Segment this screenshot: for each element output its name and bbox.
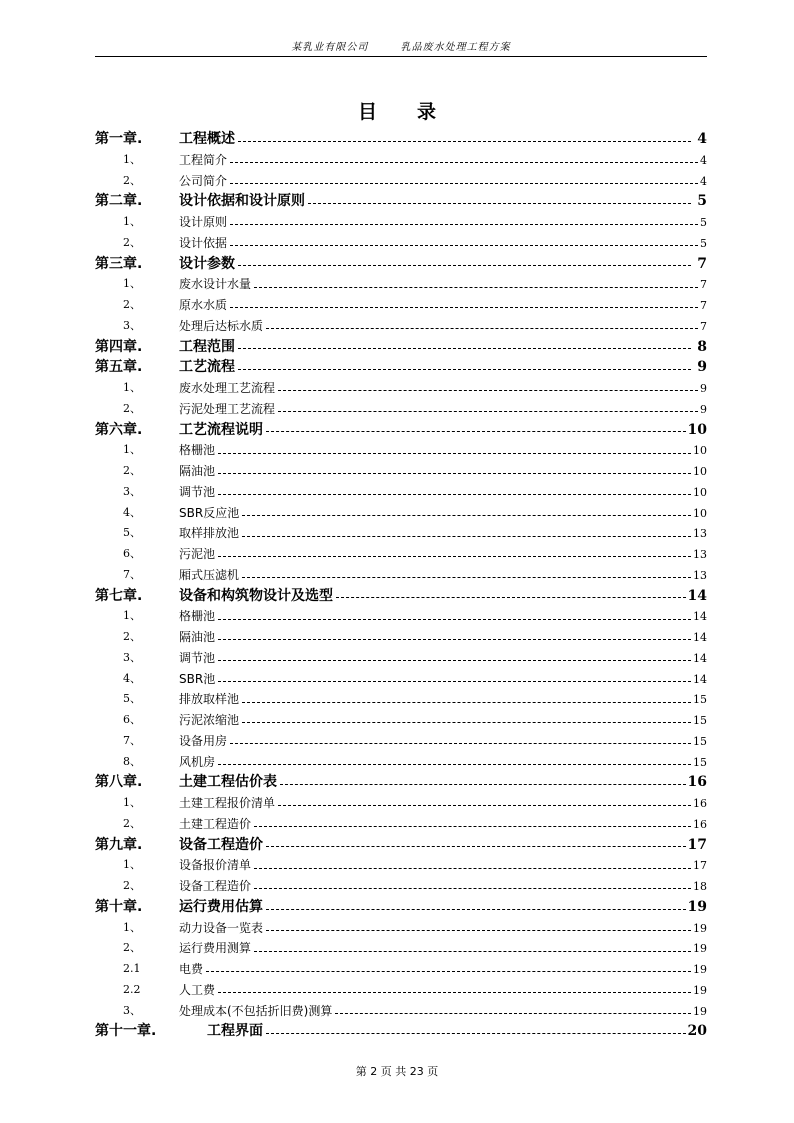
- toc-page-number: 5: [700, 216, 707, 229]
- toc-entry-title: 工程范围: [179, 337, 236, 358]
- toc-entry-number: 3、: [123, 484, 141, 498]
- toc-entry-title: 设备和构筑物设计及选型: [179, 586, 334, 607]
- toc-section-entry[interactable]: [95, 295, 707, 316]
- toc-chapter-entry[interactable]: [95, 337, 707, 358]
- toc-entry-number: 3、: [123, 650, 141, 664]
- toc-dot-leader: [266, 328, 698, 329]
- toc-dot-leader: [308, 203, 691, 204]
- toc-entry-number: 第一章.: [95, 131, 143, 147]
- toc-dot-leader: [254, 868, 691, 869]
- toc-dot-leader: [278, 411, 698, 412]
- toc-dot-leader: [254, 287, 698, 288]
- toc-entry-number: 4、: [123, 671, 141, 685]
- toc-chapter-entry[interactable]: [95, 129, 707, 150]
- toc-entry-title: 厢式压滤机: [179, 565, 240, 586]
- toc-page-number: 10: [687, 421, 707, 438]
- toc-section-entry[interactable]: [95, 212, 707, 233]
- toc-section-entry[interactable]: [95, 316, 707, 337]
- toc-page-number: 10: [693, 465, 707, 478]
- toc-chapter-entry[interactable]: [95, 897, 707, 918]
- toc-section-entry[interactable]: [95, 876, 707, 897]
- toc-section-entry[interactable]: [95, 523, 707, 544]
- toc-page-number: 19: [693, 963, 707, 976]
- toc-page-number: 9: [700, 382, 707, 395]
- toc-entry-title: 土建工程造价: [179, 814, 252, 835]
- header-company: 某乳业有限公司: [291, 42, 369, 53]
- toc-page-number: 7: [700, 299, 707, 312]
- toc-entry-number: 第二章.: [95, 193, 143, 210]
- toc-entry-number: 1、: [123, 858, 141, 872]
- toc-entry-number: 7、: [123, 567, 141, 581]
- toc-page-number: 10: [693, 506, 707, 520]
- toc-entry-title: 设计依据和设计原则: [179, 191, 306, 212]
- toc-chapter-entry[interactable]: [95, 420, 707, 441]
- toc-entry-title: 调节池: [179, 648, 216, 669]
- toc-section-entry[interactable]: [95, 959, 707, 980]
- toc-entry-number: 2、: [123, 816, 141, 830]
- toc-entry-title: 污泥池: [179, 544, 216, 565]
- toc-entry-title: 设计原则: [179, 212, 228, 233]
- toc-dot-leader: [238, 265, 691, 266]
- toc-page-number: 19: [693, 1004, 707, 1018]
- toc-section-entry[interactable]: [95, 503, 707, 524]
- toc-entry-number: 2、: [123, 464, 141, 477]
- toc-entry-number: 4、: [123, 505, 141, 519]
- toc-entry-title: SBR反应池: [179, 503, 240, 524]
- toc-page-number: 16: [693, 797, 707, 810]
- toc-dot-leader: [278, 390, 698, 391]
- toc-entry-number: 1、: [123, 215, 141, 228]
- toc-section-entry[interactable]: [95, 855, 707, 876]
- toc-entry-number: 2、: [123, 173, 141, 187]
- toc-entry-title: 设计参数: [179, 254, 236, 275]
- toc-entry-title: 运行费用测算: [179, 938, 252, 959]
- toc-page-number: 14: [687, 587, 707, 604]
- toc-page-number: 9: [697, 359, 707, 376]
- toc-entry-title: 废水处理工艺流程: [179, 378, 276, 399]
- toc-entry-title: 公司简介: [179, 171, 228, 192]
- toc-page-number: 20: [687, 1023, 707, 1040]
- toc-dot-leader: [218, 681, 691, 682]
- toc-entry-title: 工程概述: [179, 129, 236, 150]
- toc-chapter-entry[interactable]: [95, 772, 707, 793]
- toc-page-number: 7: [700, 319, 707, 333]
- toc-entry-number: 2、: [123, 879, 141, 892]
- toc-entry-title: 调节池: [179, 482, 216, 503]
- toc-entry-number: 2.1: [123, 962, 141, 975]
- toc-page-number: 15: [693, 734, 707, 748]
- toc-dot-leader: [206, 971, 691, 972]
- toc-page-number: 15: [693, 693, 707, 707]
- toc-section-entry[interactable]: [95, 793, 707, 814]
- toc-entry-number: 1、: [123, 152, 141, 166]
- toc-entry-title: 处理后达标水质: [179, 316, 264, 337]
- table-of-contents: [95, 129, 707, 1042]
- toc-page-number: 4: [697, 131, 707, 147]
- toc-section-entry[interactable]: [95, 938, 707, 959]
- toc-section-entry[interactable]: [95, 440, 707, 461]
- toc-dot-leader: [266, 431, 686, 432]
- toc-entry-number: 2、: [123, 298, 141, 311]
- toc-dot-leader: [218, 494, 691, 495]
- toc-entry-title: 工程界面: [207, 1021, 264, 1042]
- toc-page-number: 13: [693, 527, 707, 541]
- toc-section-entry[interactable]: [95, 399, 707, 420]
- toc-section-entry[interactable]: [95, 731, 707, 752]
- toc-section-entry[interactable]: [95, 461, 707, 482]
- toc-entry-number: 3、: [123, 318, 141, 332]
- toc-page-number: 14: [693, 672, 707, 686]
- toc-page-number: 17: [693, 859, 707, 873]
- toc-entry-number: 8、: [123, 754, 141, 768]
- toc-dot-leader: [238, 141, 691, 142]
- toc-dot-leader: [266, 846, 686, 847]
- toc-page-number: 5: [700, 236, 707, 250]
- toc-page-number: 9: [700, 402, 707, 416]
- toc-dot-leader: [230, 162, 698, 163]
- toc-dot-leader: [242, 515, 691, 516]
- toc-entry-title: 取样排放池: [179, 523, 240, 544]
- toc-dot-leader: [230, 224, 698, 225]
- toc-entry-number: 1、: [123, 920, 141, 934]
- toc-section-entry[interactable]: [95, 565, 707, 586]
- toc-entry-title: 设备用房: [179, 731, 228, 752]
- toc-dot-leader: [254, 888, 691, 889]
- toc-entry-title: 污泥浓缩池: [179, 710, 240, 731]
- toc-dot-leader: [238, 348, 691, 349]
- toc-entry-number: 7、: [123, 733, 141, 747]
- toc-page-number: 5: [697, 193, 707, 210]
- toc-entry-number: 第十一章.: [95, 1023, 157, 1040]
- toc-dot-leader: [242, 702, 691, 703]
- toc-entry-title: 设计依据: [179, 233, 228, 254]
- toc-dot-leader: [218, 556, 691, 557]
- toc-entry-number: 5、: [123, 526, 141, 540]
- toc-entry-number: 1、: [123, 443, 141, 457]
- toc-entry-title: SBR池: [179, 669, 216, 690]
- toc-page-number: 18: [693, 880, 707, 893]
- toc-section-entry[interactable]: [95, 544, 707, 565]
- toc-section-entry[interactable]: [95, 606, 707, 627]
- toc-page-number: 14: [693, 631, 707, 644]
- toc-entry-number: 6、: [123, 713, 141, 726]
- toc-entry-title: 风机房: [179, 752, 216, 773]
- toc-section-entry[interactable]: [95, 482, 707, 503]
- toc-entry-title: 原水水质: [179, 295, 228, 316]
- toc-entry-title: 土建工程报价清单: [179, 793, 276, 814]
- toc-entry-number: 第五章.: [95, 359, 143, 376]
- toc-entry-title: 设备工程造价: [179, 876, 252, 897]
- toc-entry-title: 污泥处理工艺流程: [179, 399, 276, 420]
- toc-dot-leader: [230, 183, 698, 184]
- toc-dot-leader: [254, 826, 691, 827]
- toc-entry-title: 工程简介: [179, 150, 228, 171]
- toc-section-entry[interactable]: [95, 1001, 707, 1022]
- toc-entry-number: 1、: [123, 796, 141, 809]
- toc-page-number: 16: [693, 817, 707, 831]
- toc-page-number: 4: [700, 153, 707, 167]
- toc-section-entry[interactable]: [95, 669, 707, 690]
- toc-dot-leader: [335, 1013, 691, 1014]
- toc-entry-title: 人工费: [179, 980, 216, 1001]
- toc-entry-number: 2、: [123, 941, 141, 955]
- toc-section-entry[interactable]: [95, 648, 707, 669]
- toc-dot-leader: [218, 619, 691, 620]
- toc-section-entry[interactable]: [95, 918, 707, 939]
- toc-entry-title: 工艺流程说明: [179, 420, 264, 441]
- toc-entry-title: 运行费用估算: [179, 897, 264, 918]
- toc-entry-number: 3、: [123, 1003, 141, 1017]
- toc-page-number: 17: [687, 836, 707, 853]
- toc-page-number: 14: [693, 651, 707, 665]
- toc-page-number: 7: [697, 255, 707, 272]
- toc-dot-leader: [254, 951, 691, 952]
- toc-chapter-entry[interactable]: [95, 1021, 707, 1042]
- toc-entry-title: 土建工程估价表: [179, 772, 278, 793]
- toc-page-number: 15: [693, 714, 707, 727]
- toc-entry-number: 第九章.: [95, 836, 143, 853]
- toc-page-number: 14: [693, 610, 707, 624]
- toc-page-number: 4: [700, 174, 707, 188]
- toc-entry-title: 动力设备一览表: [179, 918, 264, 939]
- toc-dot-leader: [336, 597, 686, 598]
- toc-page-number: 7: [700, 278, 707, 292]
- toc-section-entry[interactable]: [95, 171, 707, 192]
- toc-section-entry[interactable]: [95, 627, 707, 648]
- toc-dot-leader: [230, 743, 691, 744]
- toc-dot-leader: [218, 992, 691, 993]
- toc-dot-leader: [218, 660, 691, 661]
- toc-dot-leader: [242, 577, 691, 578]
- toc-entry-title: 设备报价清单: [179, 855, 252, 876]
- toc-page-number: 19: [693, 921, 707, 935]
- toc-section-entry[interactable]: [95, 378, 707, 399]
- toc-entry-title: 工艺流程: [179, 357, 236, 378]
- toc-page-number: 8: [697, 338, 707, 355]
- toc-entry-number: 2、: [123, 235, 141, 249]
- toc-entry-title: 电费: [179, 959, 204, 980]
- toc-dot-leader: [242, 722, 691, 723]
- toc-entry-title: 废水设计水量: [179, 274, 252, 295]
- toc-page-number: 15: [693, 755, 707, 769]
- toc-entry-title: 排放取样池: [179, 689, 240, 710]
- toc-chapter-entry[interactable]: [95, 254, 707, 275]
- toc-page-number: 19: [687, 898, 707, 915]
- toc-chapter-entry[interactable]: [95, 835, 707, 856]
- toc-dot-leader: [218, 453, 691, 454]
- toc-dot-leader: [242, 536, 691, 537]
- toc-entry-number: 5、: [123, 692, 141, 706]
- toc-entry-title: 设备工程造价: [179, 835, 264, 856]
- toc-dot-leader: [230, 307, 698, 308]
- toc-entry-number: 6、: [123, 547, 141, 560]
- toc-dot-leader: [266, 930, 691, 931]
- toc-entry-number: 第四章.: [95, 338, 143, 355]
- toc-entry-number: 第十章.: [95, 898, 143, 915]
- toc-entry-title: 隔油池: [179, 627, 216, 648]
- toc-dot-leader: [266, 1033, 686, 1034]
- toc-entry-number: 第八章.: [95, 774, 143, 791]
- toc-section-entry[interactable]: [95, 980, 707, 1001]
- toc-entry-number: 1、: [123, 381, 141, 394]
- header-project: 乳品废水处理工程方案: [400, 42, 511, 53]
- toc-entry-number: 1、: [123, 277, 141, 291]
- toc-entry-number: 第六章.: [95, 421, 143, 438]
- toc-dot-leader: [218, 639, 691, 640]
- toc-page-number: 16: [687, 774, 707, 791]
- toc-page-number: 10: [693, 485, 707, 499]
- toc-section-entry[interactable]: [95, 814, 707, 835]
- toc-entry-number: 2、: [123, 630, 141, 643]
- toc-entry-number: 第三章.: [95, 255, 143, 272]
- toc-page-number: 19: [693, 983, 707, 997]
- toc-entry-title: 格栅池: [179, 606, 216, 627]
- toc-entry-number: 2、: [123, 401, 141, 415]
- toc-page-number: 10: [693, 444, 707, 458]
- toc-entry-title: 格栅池: [179, 440, 216, 461]
- toc-entry-number: 2.2: [123, 982, 141, 996]
- toc-section-entry[interactable]: [95, 710, 707, 731]
- toc-chapter-entry[interactable]: [95, 357, 707, 378]
- toc-dot-leader: [280, 784, 686, 785]
- toc-dot-leader: [266, 909, 686, 910]
- toc-dot-leader: [230, 245, 698, 246]
- toc-dot-leader: [218, 473, 691, 474]
- toc-entry-number: 1、: [123, 609, 141, 623]
- toc-section-entry[interactable]: [95, 689, 707, 710]
- toc-entry-title: 处理成本(不包括折旧费)测算: [179, 1001, 333, 1022]
- toc-chapter-entry[interactable]: [95, 586, 707, 607]
- toc-page-number: 13: [693, 548, 707, 561]
- toc-section-entry[interactable]: [95, 752, 707, 773]
- toc-section-entry[interactable]: [95, 233, 707, 254]
- toc-title: 目录: [357, 101, 476, 123]
- toc-entry-title: 隔油池: [179, 461, 216, 482]
- toc-entry-number: 第七章.: [95, 587, 143, 604]
- toc-dot-leader: [278, 805, 691, 806]
- toc-dot-leader: [238, 369, 691, 370]
- toc-section-entry[interactable]: [95, 274, 707, 295]
- page-footer: 第 2 页 共 23 页: [355, 1065, 439, 1078]
- toc-page-number: 19: [693, 942, 707, 956]
- toc-section-entry[interactable]: [95, 150, 707, 171]
- toc-dot-leader: [218, 764, 691, 765]
- toc-page-number: 13: [693, 568, 707, 582]
- page-header: [95, 38, 707, 57]
- toc-chapter-entry[interactable]: [95, 191, 707, 212]
